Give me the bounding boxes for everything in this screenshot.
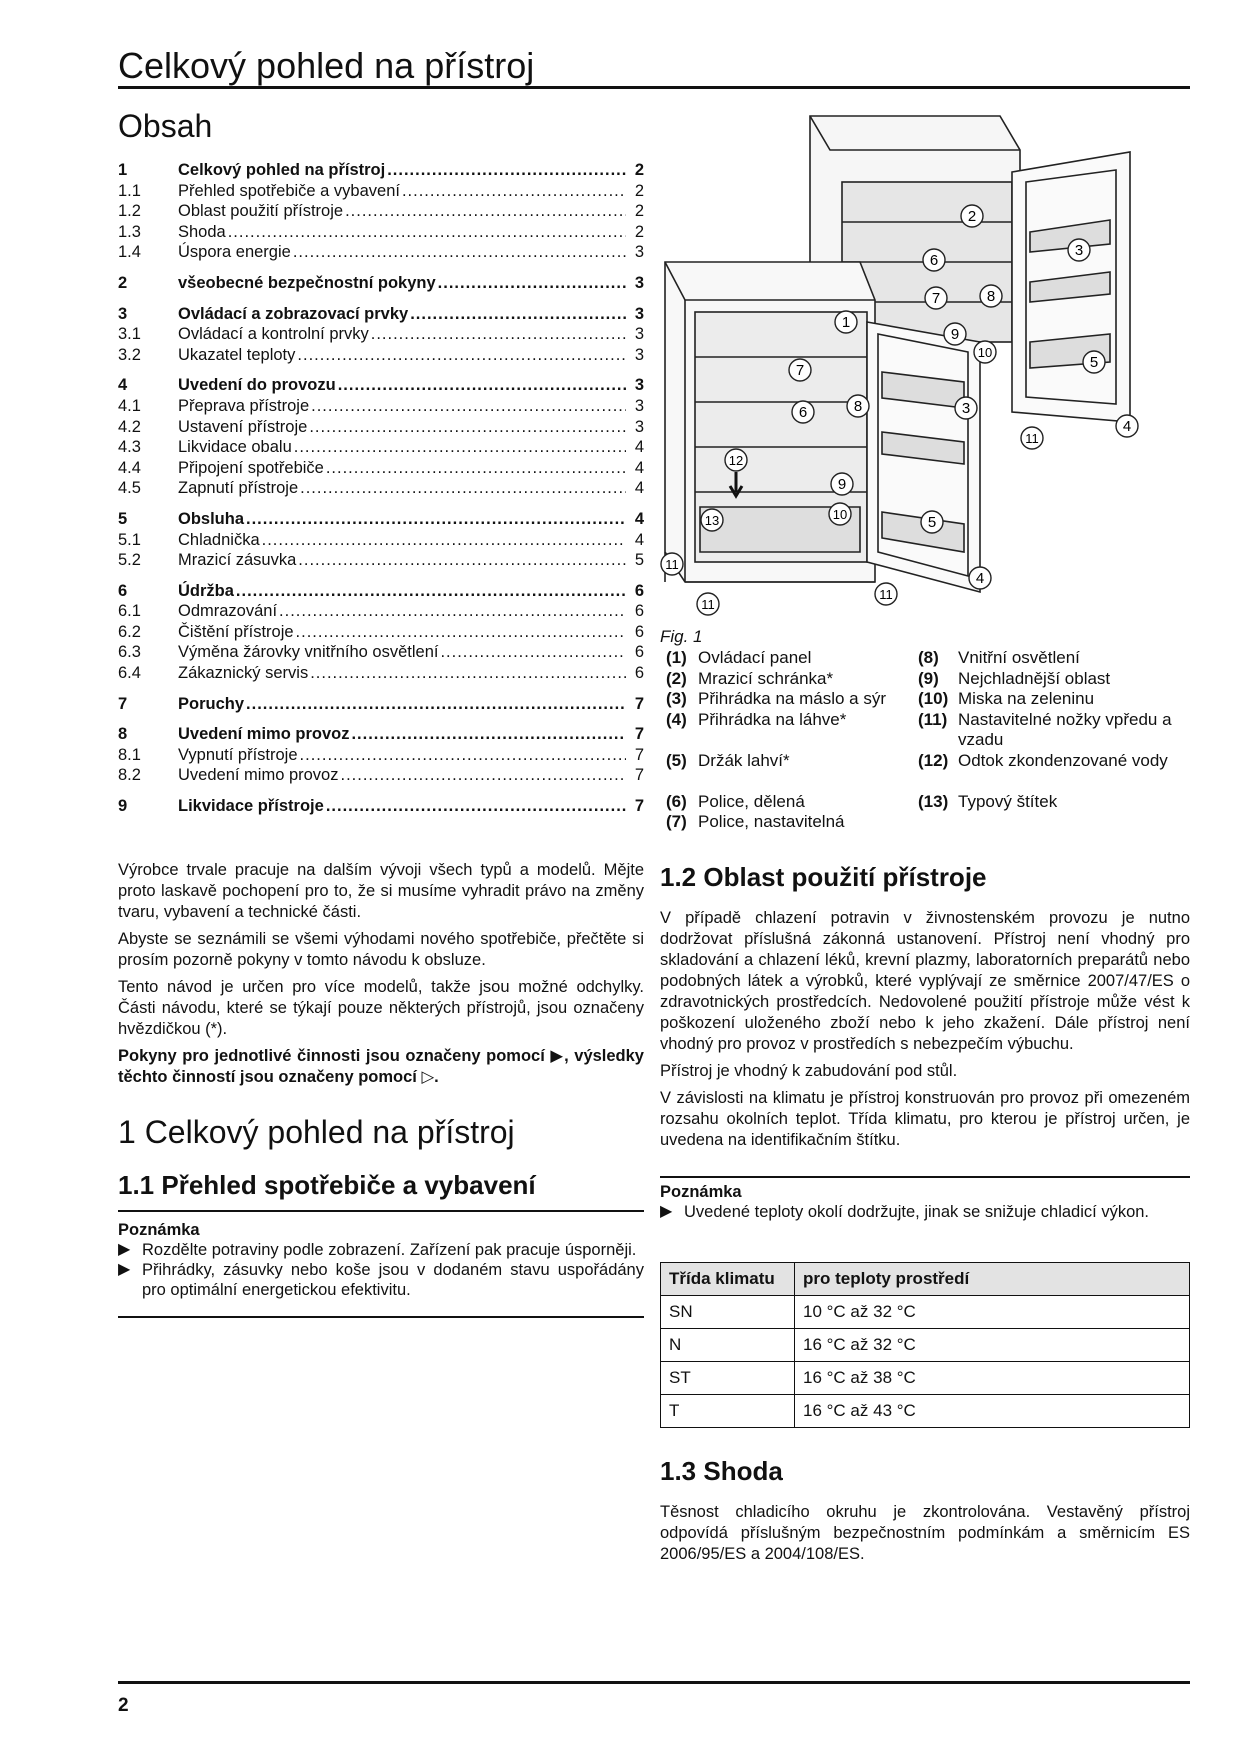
toc-text: Zákaznický servis [178, 664, 309, 683]
toc-text: Uvedení mimo provoz [178, 725, 350, 744]
intro-paragraph: Tento návod je určen pro více modelů, takže jsou možné odchylky. Části návodu, které se týkají pouze některých přístrojů, jsou označeny hvězdičkou (*). [118, 978, 644, 1038]
intro-paragraph: Abyste se seznámili se všemi výhodami nového spotřebiče, přečtěte si prosím pozorně pokyny v tomto návodu k obsluze. [118, 930, 644, 969]
legend-item: (1) Ovládací panel [666, 648, 812, 667]
svg-text:7: 7 [795, 362, 805, 379]
toc-page: 7 [634, 797, 644, 816]
toc-text: Shoda [178, 222, 226, 241]
svg-text:11: 11 [879, 587, 893, 602]
toc-page: 3 [634, 304, 644, 323]
toc-page: 6 [634, 581, 644, 600]
toc-text: Zapnutí přístroje [178, 479, 299, 498]
toc-leader [345, 201, 626, 222]
toc-entry[interactable] [118, 222, 644, 243]
toc-page: 4 [634, 438, 644, 457]
svg-text:2: 2 [967, 208, 977, 225]
table-row: N 16 °C až 32 °C [661, 1329, 1190, 1362]
svg-text:5: 5 [927, 514, 937, 531]
toc-text: Úspora energie [178, 243, 291, 262]
note-title: Poznámka [118, 1221, 200, 1239]
callout-11c [697, 593, 719, 615]
footer-rule [118, 1681, 1190, 1684]
toc-entry[interactable] [118, 622, 644, 643]
toc-entry[interactable] [118, 765, 644, 786]
legend-item: (13) Typový štítek [918, 791, 1058, 811]
callout-12 [725, 449, 747, 471]
toc-leader [228, 222, 626, 243]
svg-text:1: 1 [841, 314, 851, 331]
toc-entry[interactable] [118, 160, 644, 181]
fridge-illustration [660, 112, 1190, 622]
callout-7b [789, 359, 811, 381]
toc-number: 8.2 [118, 766, 141, 785]
note-rule [660, 1176, 1190, 1178]
toc-entry[interactable] [118, 530, 644, 551]
toc-title: Obsah [118, 108, 213, 144]
legend-item: (8) Vnitřní osvětlení [918, 648, 1080, 667]
toc-text: Mrazicí zásuvka [178, 551, 297, 570]
column-header: Třída klimatu [661, 1263, 795, 1296]
toc-leader [351, 724, 626, 745]
section-1-3-title: 1.3 Shoda [660, 1456, 783, 1486]
toc-text: Ustavení přístroje [178, 417, 308, 436]
legend-item: (9) Nejchladnější oblast [918, 668, 1111, 688]
section-1-2-title: 1.2 Oblast použití přístroje [660, 862, 987, 892]
toc-number: 5.2 [118, 551, 141, 570]
toc-leader [246, 694, 626, 715]
callout-11d [875, 583, 897, 605]
toc-text: Uvedení do provozu [178, 376, 336, 395]
figure-legend-left [666, 648, 916, 833]
toc-entry[interactable] [118, 550, 644, 571]
svg-text:10: 10 [832, 507, 848, 522]
svg-text:6: 6 [929, 252, 939, 269]
toc-group [118, 273, 644, 294]
toc-number: 1.4 [118, 243, 141, 262]
figure-caption: Fig. 1 [660, 627, 703, 646]
toc-leader [402, 181, 626, 202]
toc-group [118, 724, 644, 786]
header-rule [118, 86, 1190, 89]
toc-page: 2 [634, 161, 644, 179]
callout-8 [980, 285, 1002, 307]
appliance-figure [660, 112, 1190, 622]
toc-leader [387, 160, 626, 181]
arrow-icon: ▶ [118, 1241, 131, 1258]
toc-text: Čištění přístroje [178, 622, 294, 641]
toc-leader [293, 242, 626, 263]
toc-number: 4.1 [118, 396, 141, 415]
figure-legend-right [918, 648, 1190, 812]
toc-page: 7 [634, 745, 644, 764]
toc-number: 8.1 [118, 745, 141, 764]
toc-number: 7 [118, 694, 128, 713]
note-bullet: ▶ Přihrádky, zásuvky nebo koše jsou v dodaném stavu uspořádány pro optimální energetickou efektivitu. [118, 1261, 644, 1299]
legend-item: (4) Přihrádka na láhve* [666, 709, 847, 729]
callout-8b [847, 395, 869, 417]
table-header-row [661, 1263, 1190, 1296]
section-1-2-body [660, 908, 1190, 1157]
toc-leader [311, 396, 626, 417]
toc-page: 6 [634, 602, 644, 621]
toc-entry[interactable] [118, 796, 644, 817]
svg-text:11: 11 [665, 557, 679, 572]
callout-10 [974, 341, 996, 363]
climate-class-table [660, 1262, 1190, 1428]
section-rule [118, 1210, 644, 1212]
callout-3b [955, 397, 977, 419]
toc-number: 4 [118, 376, 128, 395]
toc-number: 6.2 [118, 622, 141, 641]
callout-13 [701, 509, 723, 531]
toc-entry[interactable] [118, 663, 644, 684]
toc-entry[interactable] [118, 478, 644, 499]
column-header: pro teploty prostředí [795, 1263, 1190, 1296]
toc-entry[interactable] [118, 242, 644, 263]
toc-group [118, 581, 644, 684]
toc-leader [326, 458, 626, 479]
toc-leader [298, 550, 626, 571]
toc-page: 2 [634, 222, 644, 241]
toc-entry[interactable] [118, 437, 644, 458]
toc-leader [236, 581, 626, 602]
svg-text:9: 9 [950, 326, 960, 343]
toc-page: 2 [634, 181, 644, 200]
arrow-icon: ▶ [660, 1203, 673, 1220]
svg-text:10: 10 [977, 345, 993, 360]
toc-leader [309, 417, 626, 438]
toc-page: 4 [634, 479, 644, 498]
toc-text: Ovládací a kontrolní prvky [178, 325, 369, 344]
toc-text: Likvidace přístroje [178, 797, 324, 816]
toc-text: Vypnutí přístroje [178, 745, 298, 764]
svg-text:4: 4 [975, 570, 985, 587]
toc-page: 3 [634, 376, 644, 395]
arrow-icon: ▶ [118, 1261, 131, 1278]
toc-leader [371, 324, 626, 345]
svg-text:12: 12 [728, 453, 744, 468]
toc-leader [246, 509, 626, 530]
toc-number: 8 [118, 725, 128, 744]
toc-page: 6 [634, 664, 644, 683]
toc-number: 5 [118, 509, 128, 528]
toc-leader [410, 304, 626, 325]
svg-text:9: 9 [837, 476, 847, 493]
toc-text: Oblast použití přístroje [178, 202, 344, 221]
toc-leader [300, 478, 626, 499]
toc-text: všeobecné bezpečnostní pokyny [178, 273, 436, 292]
toc-page: 3 [634, 273, 644, 292]
callout-9b [831, 473, 853, 495]
callout-5b [921, 511, 943, 533]
callout-7 [925, 287, 947, 309]
toc-text: Celkový pohled na přístroj [178, 161, 386, 179]
section-1-title: 1 Celkový pohled na přístroj [118, 1114, 515, 1150]
callout-6b [792, 401, 814, 423]
table-row: T 16 °C až 43 °C [661, 1395, 1190, 1428]
note-rule [118, 1316, 644, 1318]
toc-text: Údržba [178, 581, 234, 600]
toc-number: 9 [118, 797, 128, 816]
svg-text:11: 11 [1025, 431, 1039, 446]
toc-leader [440, 642, 626, 663]
callout-4b [969, 567, 991, 589]
toc-page: 5 [634, 551, 644, 570]
svg-text:11: 11 [701, 597, 715, 612]
paragraph: V závislosti na klimatu je přístroj konstruován pro provoz při omezeném rozsahu okolních teplot. Třída klimatu, pro kterou je přístroj určen, je uvedena na identifikačním štítku. [660, 1089, 1190, 1149]
toc-page: 3 [634, 345, 644, 364]
note-title: Poznámka [660, 1183, 742, 1201]
toc-group [118, 304, 644, 366]
table-row: SN 10 °C až 32 °C [661, 1296, 1190, 1329]
toc-number: 6.4 [118, 664, 141, 683]
toc-entry[interactable] [118, 745, 644, 766]
toc-group [118, 509, 644, 571]
section-1-1-title: 1.1 Přehled spotřebiče a vybavení [118, 1170, 536, 1200]
callout-10b [829, 503, 851, 525]
intro-paragraph: Výrobce trvale pracuje na dalším vývoji všech typů a modelů. Mějte proto laskavě pochopení pro to, že si musíme vyhradit právo na změny tvaru, vybavení a technické části. [118, 861, 644, 921]
callout-11 [1021, 427, 1043, 449]
page-number: 2 [118, 1695, 129, 1716]
toc-leader [294, 437, 626, 458]
note-bullet: ▶ Rozdělte potraviny podle zobrazení. Zařízení pak pracuje úsporněji. [118, 1241, 637, 1259]
toc-entry[interactable] [118, 181, 644, 202]
callout-1 [835, 311, 857, 333]
toc-page: 7 [634, 725, 644, 744]
toc-number: 4.4 [118, 458, 141, 477]
toc-number: 3 [118, 304, 128, 323]
toc-group [118, 796, 644, 817]
section-1-3-body [660, 1502, 1190, 1571]
toc-text: Výměna žárovky vnitřního osvětlení [178, 643, 439, 662]
svg-text:4: 4 [1122, 418, 1132, 435]
callout-3 [1068, 239, 1090, 261]
toc-page: 3 [634, 396, 644, 415]
svg-text:13: 13 [704, 513, 720, 528]
toc-entry[interactable] [118, 694, 644, 715]
toc-number: 4.3 [118, 438, 141, 457]
toc-number: 1.2 [118, 202, 141, 221]
toc-group [118, 694, 644, 715]
toc-leader [297, 345, 626, 366]
toc-text: Uvedení mimo provoz [178, 766, 339, 785]
toc-entry[interactable] [118, 417, 644, 438]
toc-leader [438, 273, 626, 294]
callout-11b [661, 553, 683, 575]
note-section-1-2 [660, 1182, 1190, 1222]
toc-number: 1 [118, 161, 128, 179]
toc-leader [300, 745, 626, 766]
toc-entry[interactable] [118, 458, 644, 479]
toc-entry[interactable] [118, 396, 644, 417]
svg-text:3: 3 [1074, 242, 1084, 259]
note-bullet: ▶ Uvedené teploty okolí dodržujte, jinak se snižuje chladicí výkon. [660, 1203, 1150, 1221]
page-header-title: Celkový pohled na přístroj [118, 45, 535, 86]
toc-leader [326, 796, 626, 817]
toc-text: Přehled spotřebiče a vybavení [178, 181, 400, 200]
callout-9 [944, 323, 966, 345]
toc-entry[interactable] [118, 304, 644, 325]
toc-leader [338, 375, 626, 396]
toc-page: 6 [634, 643, 644, 662]
toc-page: 3 [634, 325, 644, 344]
toc-page: 4 [634, 458, 644, 477]
callout-2 [961, 205, 983, 227]
legend-item: (6) Police, dělená [666, 791, 805, 811]
note-section-1-1 [118, 1220, 644, 1300]
toc-text: Chladnička [178, 530, 260, 549]
toc-number: 6.1 [118, 602, 141, 621]
svg-text:5: 5 [1089, 354, 1099, 371]
toc-page: 2 [634, 202, 644, 221]
callout-5 [1083, 351, 1105, 373]
table-of-contents [118, 160, 644, 827]
svg-text:8: 8 [853, 398, 863, 415]
toc-text: Ukazatel teploty [178, 345, 296, 364]
toc-page: 4 [634, 509, 644, 528]
toc-number: 4.2 [118, 417, 141, 436]
toc-number: 1.3 [118, 222, 141, 241]
legend-item: (10) Miska na zeleninu [918, 689, 1095, 708]
toc-text: Ovládací a zobrazovací prvky [178, 304, 409, 323]
intro-text [118, 860, 644, 1094]
toc-entry[interactable] [118, 601, 644, 622]
table-row: ST 16 °C až 38 °C [661, 1362, 1190, 1395]
toc-text: Obsluha [178, 509, 245, 528]
toc-entry[interactable] [118, 324, 644, 345]
legend-item: (7) Police, nastavitelná [666, 812, 845, 831]
toc-text: Přeprava přístroje [178, 396, 310, 415]
legend-item: (12) Odtok zkondenzované vody [918, 750, 1168, 770]
toc-text: Poruchy [178, 694, 245, 713]
toc-page: 6 [634, 622, 644, 641]
toc-group [118, 375, 644, 499]
toc-entry[interactable] [118, 724, 644, 745]
toc-text: Připojení spotřebiče [178, 458, 324, 477]
svg-text:7: 7 [931, 290, 941, 307]
legend-item: (2) Mrazicí schránka* [666, 668, 834, 688]
toc-entry[interactable] [118, 642, 644, 663]
toc-entry[interactable] [118, 273, 644, 294]
callout-4 [1116, 415, 1138, 437]
paragraph: Přístroj je vhodný k zabudování pod stůl. [660, 1062, 958, 1080]
paragraph: V případě chlazení potravin v živnostenském provozu je nutno dodržovat příslušná zákonná ustanovení. Přístroj není vhodný pro skladování a chlazení léků, krevní plazmy, laboratorních preparátů nebo podobných látek a výrobků, které vyplývají ze směrnice 2007/47/ES o zdravotnických prostředcích. Nedovolené použití přístroje může vést k poškození uloženého zboží nebo k jeho zkažení. Dále přístroj není vhodný pro provoz v prostředích s nebezpečím výbuchu. [660, 909, 1190, 1053]
callout-6 [923, 249, 945, 271]
toc-number: 3.1 [118, 325, 141, 344]
toc-entry[interactable] [118, 581, 644, 602]
legend-item: (11) Nastavitelné nožky vpředu a vzadu [918, 709, 1172, 749]
toc-text: Likvidace obalu [178, 438, 292, 457]
toc-number: 3.2 [118, 345, 141, 364]
toc-page: 7 [634, 694, 644, 713]
toc-number: 2 [118, 273, 128, 292]
toc-entry[interactable] [118, 201, 644, 222]
toc-entry[interactable] [118, 345, 644, 366]
toc-page: 7 [634, 766, 644, 785]
toc-number: 4.5 [118, 479, 141, 498]
toc-leader [279, 601, 626, 622]
toc-number: 6 [118, 581, 128, 600]
toc-number: 6.3 [118, 643, 141, 662]
toc-leader [310, 663, 626, 684]
toc-entry[interactable] [118, 375, 644, 396]
toc-leader [340, 765, 626, 786]
legend-item: (3) Přihrádka na máslo a sýr [666, 689, 887, 708]
toc-number: 1.1 [118, 181, 141, 200]
toc-leader [296, 622, 626, 643]
toc-entry[interactable] [118, 509, 644, 530]
toc-page: 3 [634, 243, 644, 262]
intro-instruction-note: Pokyny pro jednotlivé činnosti jsou označeny pomocí ▶, výsledky těchto činností jsou označeny pomocí ▷. [118, 1047, 644, 1086]
toc-group [118, 160, 644, 263]
paragraph: Těsnost chladicího okruhu je zkontrolována. Vestavěný přístroj odpovídá příslušným bezpečnostním podmínkám a směrnicím ES 2006/95/ES a 2004/108/ES. [660, 1503, 1190, 1563]
legend-item: (5) Držák lahví* [666, 750, 790, 770]
toc-leader [262, 530, 626, 551]
toc-page: 3 [634, 417, 644, 436]
toc-number: 5.1 [118, 530, 141, 549]
toc-text: Odmrazování [178, 602, 278, 621]
svg-text:3: 3 [961, 400, 971, 417]
svg-text:8: 8 [986, 288, 996, 305]
toc-page: 4 [634, 530, 644, 549]
svg-text:6: 6 [798, 404, 808, 421]
